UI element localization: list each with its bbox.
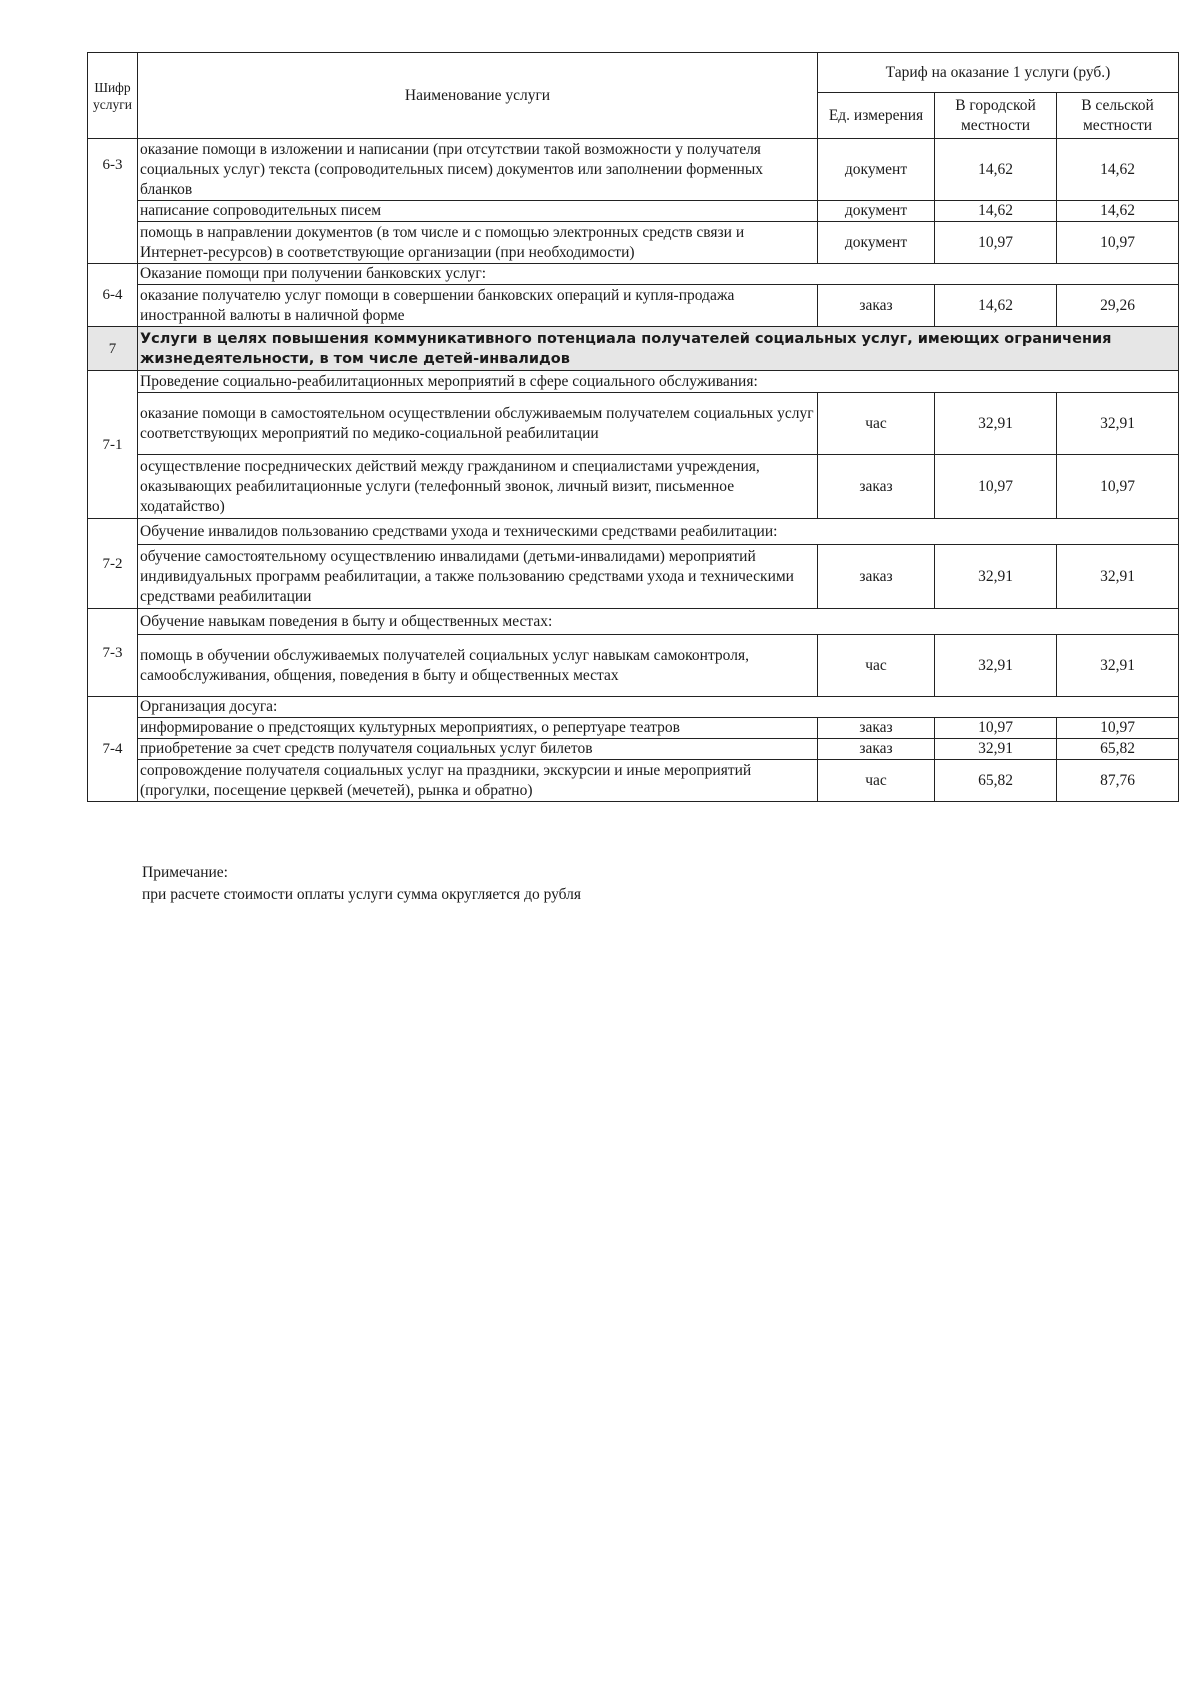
table-row <box>88 739 1179 760</box>
service-name: оказание помощи в самостоятельном осуществлении обслуживаемым получателем социальных услуг соответствующих мероприятий по медико-социальной реабилитации <box>138 393 818 455</box>
section-title: Услуги в целях повышения коммуникативного потенциала получателей социальных услуг, имеющих ограничения жизнедеятельности, в том числе детей-инвалидов <box>138 327 1179 371</box>
table-row <box>88 545 1179 609</box>
table-row <box>88 697 1179 718</box>
service-group-title: Обучение инвалидов пользованию средствами ухода и техническими средствами реабилитации: <box>138 519 1179 545</box>
service-name: сопровождение получателя социальных услуг на праздники, экскурсии и иные мероприятий (прогулки, посещение церквей (мечетей), рынка и обратно) <box>138 760 818 802</box>
table-row <box>88 519 1179 545</box>
table-row <box>88 201 1179 222</box>
table-row <box>88 760 1179 802</box>
service-group-title: Проведение социально-реабилитационных мероприятий в сфере социального обслуживания: <box>138 371 1179 393</box>
service-unit: час <box>818 393 935 455</box>
service-code: 6-3 <box>88 139 138 264</box>
footnote <box>142 862 581 906</box>
service-code: 6-4 <box>88 264 138 327</box>
header-row-1 <box>88 53 1179 93</box>
service-unit: заказ <box>818 545 935 609</box>
urban-price: 32,91 <box>935 393 1057 455</box>
header-unit: Ед. измерения <box>818 93 935 139</box>
section-code: 7 <box>88 327 138 371</box>
urban-price: 10,97 <box>935 455 1057 519</box>
rural-price: 65,82 <box>1057 739 1179 760</box>
service-unit: документ <box>818 222 935 264</box>
urban-price: 65,82 <box>935 760 1057 802</box>
header-rural: В сельской местности <box>1057 93 1179 139</box>
service-group-title: Оказание помощи при получении банковских услуг: <box>138 264 1179 285</box>
header-code: Шифр услуги <box>88 53 138 139</box>
service-name: приобретение за счет средств получателя социальных услуг билетов <box>138 739 818 760</box>
table-row <box>88 264 1179 285</box>
rural-price: 14,62 <box>1057 201 1179 222</box>
service-unit: час <box>818 635 935 697</box>
header-tariff: Тариф на оказание 1 услуги (руб.) <box>818 53 1179 93</box>
service-unit: час <box>818 760 935 802</box>
rural-price: 10,97 <box>1057 222 1179 264</box>
header-name: Наименование услуги <box>138 53 818 139</box>
table-row <box>88 139 1179 201</box>
table-row <box>88 635 1179 697</box>
rural-price: 29,26 <box>1057 285 1179 327</box>
service-code: 7-4 <box>88 697 138 802</box>
service-unit: документ <box>818 201 935 222</box>
tariff-table <box>87 52 1179 802</box>
table-row <box>88 718 1179 739</box>
service-code: 7-1 <box>88 371 138 519</box>
footnote-title: Примечание: <box>142 864 228 881</box>
table-row <box>88 371 1179 393</box>
service-code: 7-3 <box>88 609 138 697</box>
table-row <box>88 222 1179 264</box>
table-row <box>88 393 1179 455</box>
urban-price: 32,91 <box>935 635 1057 697</box>
service-name: написание сопроводительных писем <box>138 201 818 222</box>
service-name: информирование о предстоящих культурных мероприятиях, о репертуаре театров <box>138 718 818 739</box>
table-row <box>88 455 1179 519</box>
service-name: помощь в направлении документов (в том числе и с помощью электронных средств связи и Интернет-ресурсов) в соответствующие организации (при необходимости) <box>138 222 818 264</box>
rural-price: 87,76 <box>1057 760 1179 802</box>
urban-price: 14,62 <box>935 201 1057 222</box>
table-row <box>88 609 1179 635</box>
service-group-title: Обучение навыкам поведения в быту и общественных местах: <box>138 609 1179 635</box>
service-unit: заказ <box>818 285 935 327</box>
rural-price: 32,91 <box>1057 393 1179 455</box>
urban-price: 10,97 <box>935 222 1057 264</box>
urban-price: 32,91 <box>935 545 1057 609</box>
service-unit: заказ <box>818 739 935 760</box>
urban-price: 14,62 <box>935 139 1057 201</box>
urban-price: 32,91 <box>935 739 1057 760</box>
rural-price: 10,97 <box>1057 718 1179 739</box>
service-name: оказание помощи в изложении и написании (при отсутствии такой возможности у получателя социальных услуг) текста (сопроводительных писем) документов или заполнении форменных бланков <box>138 139 818 201</box>
service-name: обучение самостоятельному осуществлению инвалидами (детьми-инвалидами) мероприятий индивидуальных программ реабилитации, а также пользованию средствами ухода и техническими средствами реабилитации <box>138 545 818 609</box>
table-row <box>88 285 1179 327</box>
service-name: помощь в обучении обслуживаемых получателей социальных услуг навыкам самоконтроля, самообслуживания, общения, поведения в быту и общественных местах <box>138 635 818 697</box>
header-urban: В городской местности <box>935 93 1057 139</box>
service-group-title: Организация досуга: <box>138 697 1179 718</box>
service-unit: заказ <box>818 718 935 739</box>
service-name: оказание получателю услуг помощи в совершении банковских операций и купля-продажа иностранной валюты в наличной форме <box>138 285 818 327</box>
service-code: 7-2 <box>88 519 138 609</box>
service-unit: заказ <box>818 455 935 519</box>
service-name: осуществление посреднических действий между гражданином и специалистами учреждения, оказывающих реабилитационные услуги (телефонный звонок, личный визит, письменное ходатайство) <box>138 455 818 519</box>
rural-price: 14,62 <box>1057 139 1179 201</box>
urban-price: 10,97 <box>935 718 1057 739</box>
rural-price: 32,91 <box>1057 635 1179 697</box>
service-unit: документ <box>818 139 935 201</box>
footnote-text: при расчете стоимости оплаты услуги сумма округляется до рубля <box>142 886 582 903</box>
rural-price: 32,91 <box>1057 545 1179 609</box>
rural-price: 10,97 <box>1057 455 1179 519</box>
urban-price: 14,62 <box>935 285 1057 327</box>
section-row <box>88 327 1179 371</box>
